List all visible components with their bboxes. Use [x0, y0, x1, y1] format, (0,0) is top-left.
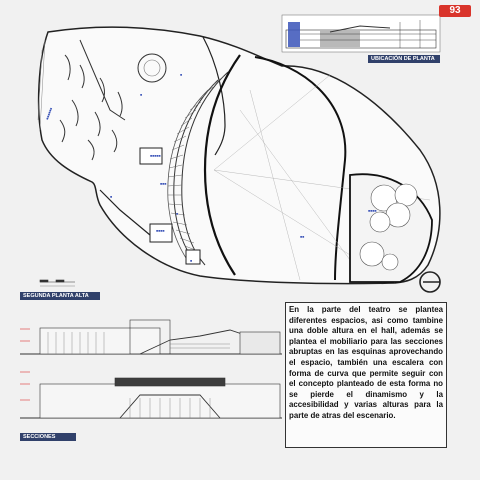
orientation-symbol-icon — [420, 272, 440, 292]
svg-text:■: ■ — [190, 259, 193, 263]
floor-label: SEGUNDA PLANTA ALTA — [20, 292, 100, 300]
svg-text:■■■■■: ■■■■■ — [150, 154, 161, 158]
svg-text:■■■■: ■■■■ — [368, 209, 377, 213]
svg-text:■■■■■■: ■■■■■■ — [45, 107, 54, 121]
svg-text:■■: ■■ — [300, 235, 305, 239]
svg-text:■■■: ■■■ — [160, 182, 167, 186]
location-thumbnail — [282, 15, 440, 52]
scale-bar-icon — [40, 280, 75, 286]
small-room-2 — [186, 250, 200, 264]
svg-text:■■■■: ■■■■ — [156, 229, 165, 233]
svg-text:■: ■ — [180, 73, 183, 77]
section-drawing-2 — [20, 372, 282, 418]
svg-text:■: ■ — [140, 93, 143, 97]
small-room-1 — [150, 224, 172, 242]
svg-text:■: ■ — [176, 212, 179, 216]
sections-label: SECCIONES — [20, 433, 76, 441]
section-drawing-1 — [20, 320, 282, 354]
svg-text:■: ■ — [110, 195, 113, 199]
description-text: En la parte del teatro se plantea diferentes espacios, asi como tambine una doble altura en el hall, además se plantea el mobiliario para las secciones abruptas en las esquinas aprovechando el espacio, también una escalera con forma de curva que permite seguir con el concepto planteado de esta forma no se pierde el dinamismo y la accesibilidad y varias alturas para la parte de atras del escenario. — [285, 302, 447, 448]
page-number-badge: 93 — [439, 5, 471, 17]
location-label: UBICACIÓN DE PLANTA — [368, 55, 440, 63]
